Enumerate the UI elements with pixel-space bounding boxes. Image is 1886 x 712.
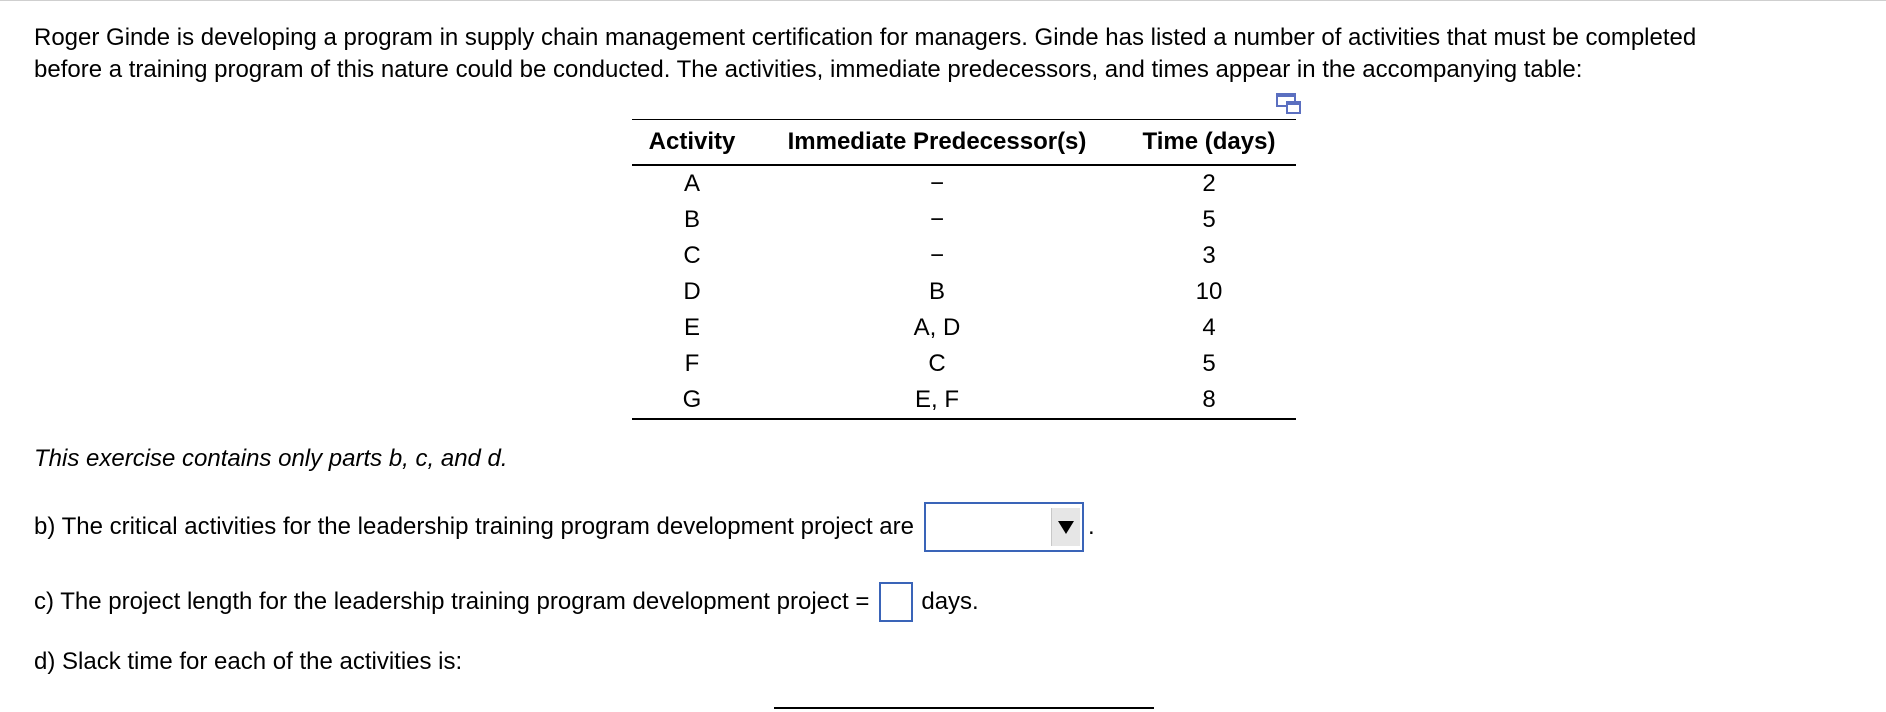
cell-time: 8 (1122, 382, 1296, 419)
cell-predecessors: − (929, 170, 944, 197)
cell-activity: A (683, 170, 700, 197)
cell-time: 5 (1202, 350, 1216, 377)
question-c-text: c) The project length for the leadership training program development project = (34, 588, 870, 615)
problem-statement-line-1: Roger Ginde is developing a program in supply chain management certification for managers. Ginde has listed a number of activities that must be completed (34, 24, 1697, 51)
table-row (632, 382, 1296, 419)
cell-activity: C (683, 242, 701, 269)
question-b-text: b) The critical activities for the leadership training program development project are (34, 513, 914, 540)
cell-time: 10 (1195, 278, 1223, 305)
project-length-unit: days. (921, 588, 979, 615)
cell-predecessors: C (928, 350, 946, 377)
triangle-down-icon[interactable] (1051, 508, 1080, 546)
cell-predecessors: E, F (752, 382, 1122, 419)
cell-activity: B (683, 206, 700, 233)
project-length-input[interactable] (879, 582, 913, 622)
cell-time: 5 (1202, 206, 1216, 233)
question-d (34, 648, 462, 676)
problem-statement (34, 22, 1864, 86)
question-b (34, 502, 1095, 552)
question-c (34, 582, 979, 622)
top-divider (0, 0, 1886, 1)
table-row (632, 238, 1296, 274)
table-row (632, 165, 1296, 202)
cell-activity: F (684, 350, 700, 377)
exercise-note: This exercise contains only parts b, c, and d. (34, 445, 508, 472)
header-time: Time (days) (1122, 120, 1296, 166)
cell-predecessors: − (929, 206, 944, 233)
cell-activity: D (683, 278, 701, 305)
cell-activity: E (683, 314, 700, 341)
cell-predecessors: B (928, 278, 945, 305)
table-header-row (632, 120, 1296, 166)
activity-table (632, 119, 1296, 420)
popout-icon[interactable] (1276, 93, 1302, 115)
cell-time: 3 (1202, 242, 1216, 269)
question-d-text: d) Slack time for each of the activities is: (34, 648, 463, 675)
cell-predecessors: A, D (913, 314, 961, 341)
header-activity: Activity (632, 120, 752, 166)
cell-predecessors: − (929, 242, 944, 269)
cell-time: 4 (1202, 314, 1216, 341)
header-predecessors: Immediate Predecessor(s) (752, 120, 1122, 166)
cell-time: 2 (1202, 170, 1216, 197)
question-b-period: . (1087, 513, 1095, 540)
cell-activity: G (632, 382, 752, 419)
table-row (632, 310, 1296, 346)
table-row (632, 346, 1296, 382)
table-row (632, 274, 1296, 310)
table-row (632, 202, 1296, 238)
problem-statement-line-2: before a training program of this nature could be conducted. The activities, immediate predecessors, and times appear in the accompanying table: (34, 56, 1583, 83)
slack-table-top-rule (774, 707, 1154, 709)
critical-activities-dropdown[interactable] (924, 502, 1084, 552)
